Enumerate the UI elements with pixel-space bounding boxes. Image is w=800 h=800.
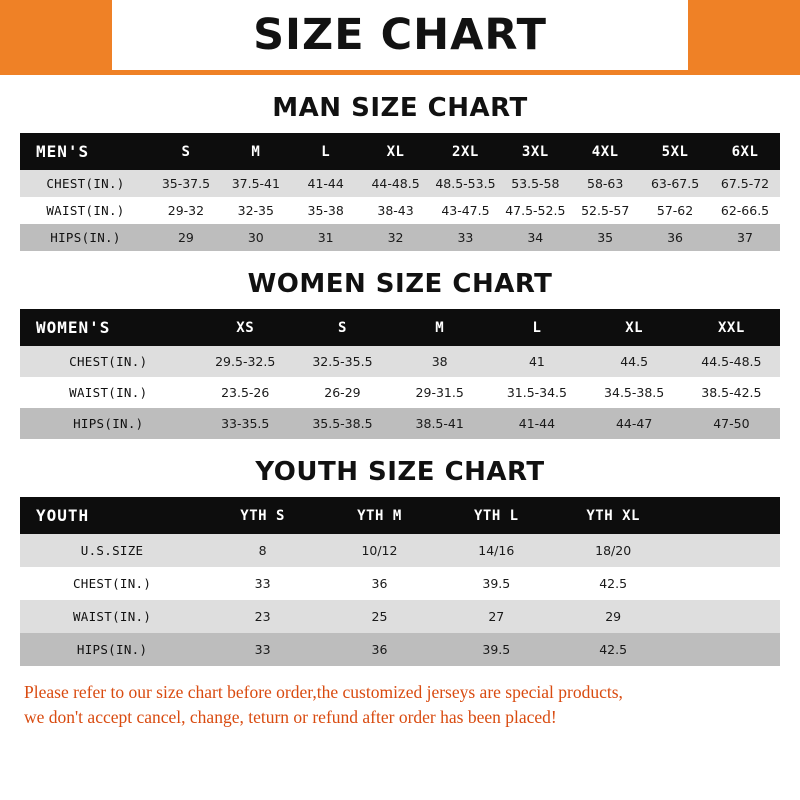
youth-ussize-s: 8 <box>258 543 267 558</box>
men-hips-4xl: 35 <box>597 230 614 245</box>
section-title-women: WOMEN SIZE CHART <box>247 269 553 299</box>
women-hips-xl: 44-47 <box>615 416 653 431</box>
table-row <box>20 534 780 567</box>
men-header-row <box>20 133 780 170</box>
men-chest-5xl: 63-67.5 <box>650 176 700 191</box>
youth-ussize-label: U.S.SIZE <box>80 543 144 558</box>
table-row <box>20 346 780 377</box>
youth-chest-spacer <box>672 567 780 600</box>
youth-hips-s: 33 <box>254 642 271 657</box>
men-waist-3xl: 47.5-52.5 <box>505 203 566 218</box>
men-col-5xl: 5XL <box>661 143 689 160</box>
women-row-header: WOMEN'S <box>36 318 111 337</box>
men-waist-5xl: 57-62 <box>656 203 694 218</box>
section-title-men: MAN SIZE CHART <box>272 93 528 123</box>
women-chest-l: 41 <box>528 354 545 369</box>
men-chest-3xl: 53.5-58 <box>511 176 560 191</box>
men-col-4xl: 4XL <box>591 143 619 160</box>
youth-col-m: YTH M <box>357 507 402 524</box>
women-size-table <box>20 309 780 439</box>
men-hips-label: HIPS(IN.) <box>50 230 121 245</box>
youth-table-head <box>20 497 780 534</box>
table-row <box>20 567 780 600</box>
youth-table-body <box>20 534 780 666</box>
men-hips-5xl: 36 <box>667 230 684 245</box>
header-banner <box>0 0 800 70</box>
women-waist-xl: 34.5-38.5 <box>604 385 665 400</box>
youth-size-table <box>20 497 780 666</box>
men-chest-l: 41-44 <box>307 176 344 191</box>
men-hips-xl: 32 <box>387 230 404 245</box>
women-waist-m: 29-31.5 <box>415 385 464 400</box>
women-chest-xs: 29.5-32.5 <box>215 354 276 369</box>
women-hips-l: 41-44 <box>518 416 556 431</box>
women-col-xxl: XXL <box>717 319 745 336</box>
men-row-header: MEN'S <box>36 142 90 161</box>
men-waist-s: 29-32 <box>167 203 205 218</box>
women-chest-label: CHEST(IN.) <box>69 354 148 369</box>
men-waist-6xl: 62-66.5 <box>720 203 770 218</box>
men-col-s: S <box>181 143 191 160</box>
youth-col-l: YTH L <box>473 507 519 524</box>
table-row <box>20 408 780 439</box>
men-col-6xl: 6XL <box>731 143 759 160</box>
youth-col-spacer <box>672 497 780 534</box>
women-chest-s: 32.5-35.5 <box>312 354 373 369</box>
banner-accent-right <box>688 0 800 70</box>
banner-accent-left <box>0 0 112 70</box>
men-hips-m: 30 <box>247 230 264 245</box>
women-hips-m: 38.5-41 <box>415 416 464 431</box>
men-col-2xl: 2XL <box>452 143 479 160</box>
women-col-xs: XS <box>236 319 255 336</box>
youth-hips-xl: 42.5 <box>599 642 628 657</box>
table-row <box>20 170 780 197</box>
women-chest-xl: 44.5 <box>620 354 649 369</box>
men-table-head <box>20 133 780 170</box>
women-waist-l: 31.5-34.5 <box>506 385 567 400</box>
table-row <box>20 197 780 224</box>
youth-header-row <box>20 497 780 534</box>
men-chest-xl: 44-48.5 <box>371 176 420 191</box>
men-chest-label: CHEST(IN.) <box>46 176 125 191</box>
footer-line-2: we don't accept cancel, change, teturn or refund after order has been placed! <box>24 707 557 728</box>
youth-waist-l: 27 <box>488 609 505 624</box>
men-waist-4xl: 52.5-57 <box>581 203 630 218</box>
men-col-3xl: 3XL <box>521 143 549 160</box>
women-table-body <box>20 346 780 439</box>
men-waist-2xl: 43-47.5 <box>441 203 490 218</box>
youth-ussize-m: 10/12 <box>361 543 398 558</box>
youth-chest-l: 39.5 <box>482 576 511 591</box>
youth-col-s: YTH S <box>240 507 285 524</box>
women-chest-xxl: 44.5-48.5 <box>701 354 762 369</box>
youth-hips-m: 36 <box>371 642 388 657</box>
women-waist-xs: 23.5-26 <box>221 385 270 400</box>
section-youth <box>0 457 800 666</box>
youth-chest-s: 33 <box>254 576 271 591</box>
youth-hips-l: 39.5 <box>482 642 511 657</box>
youth-waist-spacer <box>672 600 780 633</box>
men-chest-6xl: 67.5-72 <box>720 176 770 191</box>
banner-title-area <box>112 0 688 70</box>
men-hips-6xl: 37 <box>737 230 753 245</box>
women-table-head <box>20 309 780 346</box>
men-size-table <box>20 133 780 251</box>
youth-hips-label: HIPS(IN.) <box>76 642 148 657</box>
women-col-s: S <box>337 319 347 336</box>
men-waist-l: 35-38 <box>307 203 344 218</box>
table-row <box>20 224 780 251</box>
men-chest-2xl: 48.5-53.5 <box>435 176 496 191</box>
footer-line-1: Please refer to our size chart before order,the customized jerseys are special products, <box>24 682 623 702</box>
youth-chest-label: CHEST(IN.) <box>72 576 152 591</box>
men-chest-s: 35-37.5 <box>161 176 211 191</box>
men-hips-3xl: 34 <box>527 230 544 245</box>
youth-ussize-spacer <box>672 534 780 567</box>
men-hips-2xl: 33 <box>457 230 474 245</box>
youth-hips-spacer <box>672 633 780 666</box>
footer-disclaimer <box>0 680 800 731</box>
youth-ussize-l: 14/16 <box>478 543 515 558</box>
women-hips-label: HIPS(IN.) <box>73 416 144 431</box>
men-hips-s: 29 <box>177 230 194 245</box>
men-chest-4xl: 58-63 <box>587 176 624 191</box>
women-col-xl: XL <box>625 319 644 336</box>
youth-chest-xl: 42.5 <box>599 576 628 591</box>
women-hips-xs: 33-35.5 <box>221 416 270 431</box>
table-row <box>20 600 780 633</box>
men-chest-m: 37.5-41 <box>231 176 280 191</box>
section-men <box>0 93 800 251</box>
youth-col-xl: YTH XL <box>586 507 640 524</box>
women-col-l: L <box>532 319 542 336</box>
youth-waist-xl: 29 <box>605 609 622 624</box>
section-women <box>0 269 800 439</box>
men-table-body <box>20 170 780 251</box>
banner-underline <box>0 70 800 75</box>
table-row <box>20 377 780 408</box>
women-hips-s: 35.5-38.5 <box>312 416 373 431</box>
women-hips-xxl: 47-50 <box>713 416 750 431</box>
women-waist-s: 26-29 <box>324 385 361 400</box>
men-waist-label: WAIST(IN.) <box>46 203 125 218</box>
men-waist-xl: 38-43 <box>377 203 414 218</box>
youth-waist-s: 23 <box>254 609 271 624</box>
youth-row-header: YOUTH <box>36 506 90 525</box>
women-waist-label: WAIST(IN.) <box>69 385 148 400</box>
youth-chest-m: 36 <box>371 576 388 591</box>
page-title: SIZE CHART <box>253 10 547 60</box>
section-title-youth: YOUTH SIZE CHART <box>255 457 545 487</box>
women-waist-xxl: 38.5-42.5 <box>701 385 762 400</box>
men-col-l: L <box>321 143 331 160</box>
women-col-m: M <box>435 319 445 336</box>
youth-waist-m: 25 <box>371 609 388 624</box>
youth-ussize-xl: 18/20 <box>595 543 632 558</box>
men-col-m: M <box>251 143 261 160</box>
men-hips-l: 31 <box>317 230 334 245</box>
youth-waist-label: WAIST(IN.) <box>72 609 152 624</box>
men-waist-m: 32-35 <box>237 203 274 218</box>
men-col-xl: XL <box>386 143 405 160</box>
women-chest-m: 38 <box>431 354 448 369</box>
table-row <box>20 633 780 666</box>
women-header-row <box>20 309 780 346</box>
